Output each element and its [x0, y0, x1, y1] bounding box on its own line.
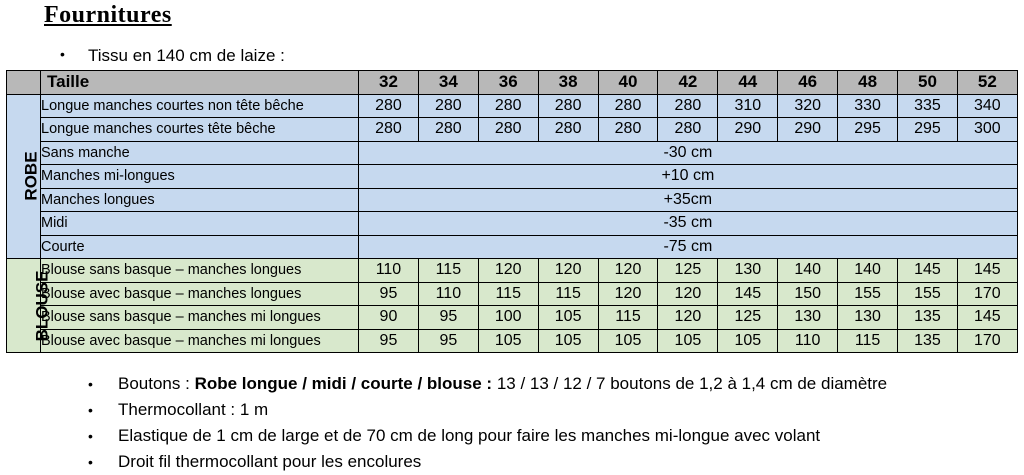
table-cell: 110: [359, 259, 419, 283]
table-header-row: [7, 71, 1018, 95]
table-span-cell: -75 cm: [359, 235, 1018, 259]
table-cell: 130: [718, 259, 778, 283]
table-cell: 95: [359, 329, 419, 353]
table-cell: 115: [478, 282, 538, 306]
table-cell: 280: [658, 94, 718, 118]
row-label: Sans manche: [41, 141, 359, 165]
size-header: 32: [359, 71, 419, 95]
table-cell: 280: [359, 94, 419, 118]
table-cell: 280: [478, 118, 538, 142]
table-cell: 280: [538, 118, 598, 142]
bullet-icon: •: [88, 454, 93, 470]
table-span-cell: +10 cm: [359, 165, 1018, 189]
row-label: Courte: [41, 235, 359, 259]
table-span-cell: +35cm: [359, 188, 1018, 212]
row-label: Blouse avec basque – manches mi longues: [41, 329, 359, 353]
group-name: BLOUSE: [32, 270, 52, 341]
table-cell: 330: [838, 94, 898, 118]
table-cell: 280: [658, 118, 718, 142]
table-row: [7, 282, 1018, 306]
table-cell: 105: [598, 329, 658, 353]
size-header-label: Taille: [41, 71, 359, 95]
table-cell: 120: [538, 259, 598, 283]
table-cell: 115: [598, 306, 658, 330]
table-cell: 105: [658, 329, 718, 353]
table-cell: 145: [898, 259, 958, 283]
row-label: Midi: [41, 212, 359, 236]
fabric-intro: [60, 46, 285, 66]
size-header: 44: [718, 71, 778, 95]
list-item-text: Droit fil thermocollant pour les encolures: [118, 452, 422, 471]
row-label: Blouse sans basque – manches longues: [41, 259, 359, 283]
size-header: 46: [778, 71, 838, 95]
list-item-text: Thermocollant : 1 m: [118, 400, 269, 419]
table-row: [7, 118, 1018, 142]
table-cell: 280: [598, 94, 658, 118]
table-cell: 110: [778, 329, 838, 353]
bullet-icon: •: [88, 428, 93, 444]
size-header: 50: [898, 71, 958, 95]
table-cell: 280: [418, 94, 478, 118]
size-header: 38: [538, 71, 598, 95]
table-cell: 340: [957, 94, 1017, 118]
table-cell: 95: [359, 282, 419, 306]
table-row: [7, 235, 1018, 259]
table-cell: 170: [957, 329, 1017, 353]
table-cell: 280: [478, 94, 538, 118]
table-cell: 115: [838, 329, 898, 353]
table-cell: 170: [957, 282, 1017, 306]
supplies-list: [88, 371, 887, 475]
row-label: Blouse sans basque – manches mi longues: [41, 306, 359, 330]
size-header: 34: [418, 71, 478, 95]
table-cell: 110: [418, 282, 478, 306]
list-item-text: Elastique de 1 cm de large et de 70 cm de long pour faire les manches mi-longue avec volant: [118, 426, 821, 445]
table-cell: 145: [957, 259, 1017, 283]
table-row: [7, 329, 1018, 353]
table-cell: 155: [898, 282, 958, 306]
list-item-bold: Robe longue / midi / courte / blouse :: [194, 374, 493, 393]
table-cell: 140: [838, 259, 898, 283]
table-cell: 290: [778, 118, 838, 142]
table-cell: 130: [778, 306, 838, 330]
table-corner: [7, 71, 41, 95]
list-item-text: Boutons : Robe longue / midi / courte / blouse : 13 / 13 / 12 / 7 boutons de 1,2 à 1,4 cm de diamètre: [118, 374, 888, 393]
size-header: 36: [478, 71, 538, 95]
row-label: Longue manches courtes non tête bêche: [41, 94, 359, 118]
table-cell: 95: [418, 329, 478, 353]
list-item: [88, 397, 887, 423]
table-cell: 145: [957, 306, 1017, 330]
table-cell: 120: [658, 282, 718, 306]
robe-group-label: [7, 94, 41, 259]
list-item: [88, 423, 887, 449]
bullet-icon: •: [60, 46, 65, 62]
table-cell: 100: [478, 306, 538, 330]
fabric-table: [6, 70, 1018, 353]
table-row: [7, 188, 1018, 212]
table-cell: 300: [957, 118, 1017, 142]
table-cell: 90: [359, 306, 419, 330]
table-row: [7, 141, 1018, 165]
table-cell: 105: [478, 329, 538, 353]
table-row: [7, 94, 1018, 118]
table-cell: 295: [838, 118, 898, 142]
table-cell: 105: [538, 329, 598, 353]
table-cell: 290: [718, 118, 778, 142]
row-label: Manches mi-longues: [41, 165, 359, 189]
table-cell: 280: [538, 94, 598, 118]
table-cell: 135: [898, 306, 958, 330]
table-cell: 120: [598, 282, 658, 306]
table-cell: 280: [598, 118, 658, 142]
table-span-cell: -35 cm: [359, 212, 1018, 236]
table-cell: 105: [718, 329, 778, 353]
group-name: ROBE: [21, 151, 41, 201]
table-span-cell: -30 cm: [359, 141, 1018, 165]
size-header: 40: [598, 71, 658, 95]
table-cell: 120: [598, 259, 658, 283]
table-cell: 310: [718, 94, 778, 118]
table-cell: 145: [718, 282, 778, 306]
table-cell: 115: [418, 259, 478, 283]
bullet-icon: •: [88, 402, 93, 418]
table-row: [7, 165, 1018, 189]
table-cell: 95: [418, 306, 478, 330]
table-cell: 120: [478, 259, 538, 283]
row-label: Blouse avec basque – manches longues: [41, 282, 359, 306]
table-cell: 155: [838, 282, 898, 306]
row-label: Manches longues: [41, 188, 359, 212]
fabric-intro-text: Tissu en 140 cm de laize :: [88, 46, 285, 65]
list-item: [88, 449, 887, 475]
table-cell: 130: [838, 306, 898, 330]
table-row: [7, 306, 1018, 330]
row-label: Longue manches courtes tête bêche: [41, 118, 359, 142]
table-cell: 150: [778, 282, 838, 306]
table-cell: 320: [778, 94, 838, 118]
blouse-group-label: [7, 259, 52, 353]
table-cell: 295: [898, 118, 958, 142]
size-header: 48: [838, 71, 898, 95]
table-cell: 140: [778, 259, 838, 283]
table-cell: 280: [359, 118, 419, 142]
page-title: Fournitures: [44, 2, 172, 28]
table-cell: 105: [538, 306, 598, 330]
table-row: [7, 259, 1018, 283]
table-cell: 280: [418, 118, 478, 142]
bullet-icon: •: [88, 376, 93, 392]
size-header: 42: [658, 71, 718, 95]
table-cell: 125: [658, 259, 718, 283]
table-cell: 115: [538, 282, 598, 306]
table-cell: 135: [898, 329, 958, 353]
table-cell: 335: [898, 94, 958, 118]
size-header: 52: [957, 71, 1017, 95]
table-cell: 125: [718, 306, 778, 330]
list-item: [88, 371, 887, 397]
table-cell: 120: [658, 306, 718, 330]
table-row: [7, 212, 1018, 236]
